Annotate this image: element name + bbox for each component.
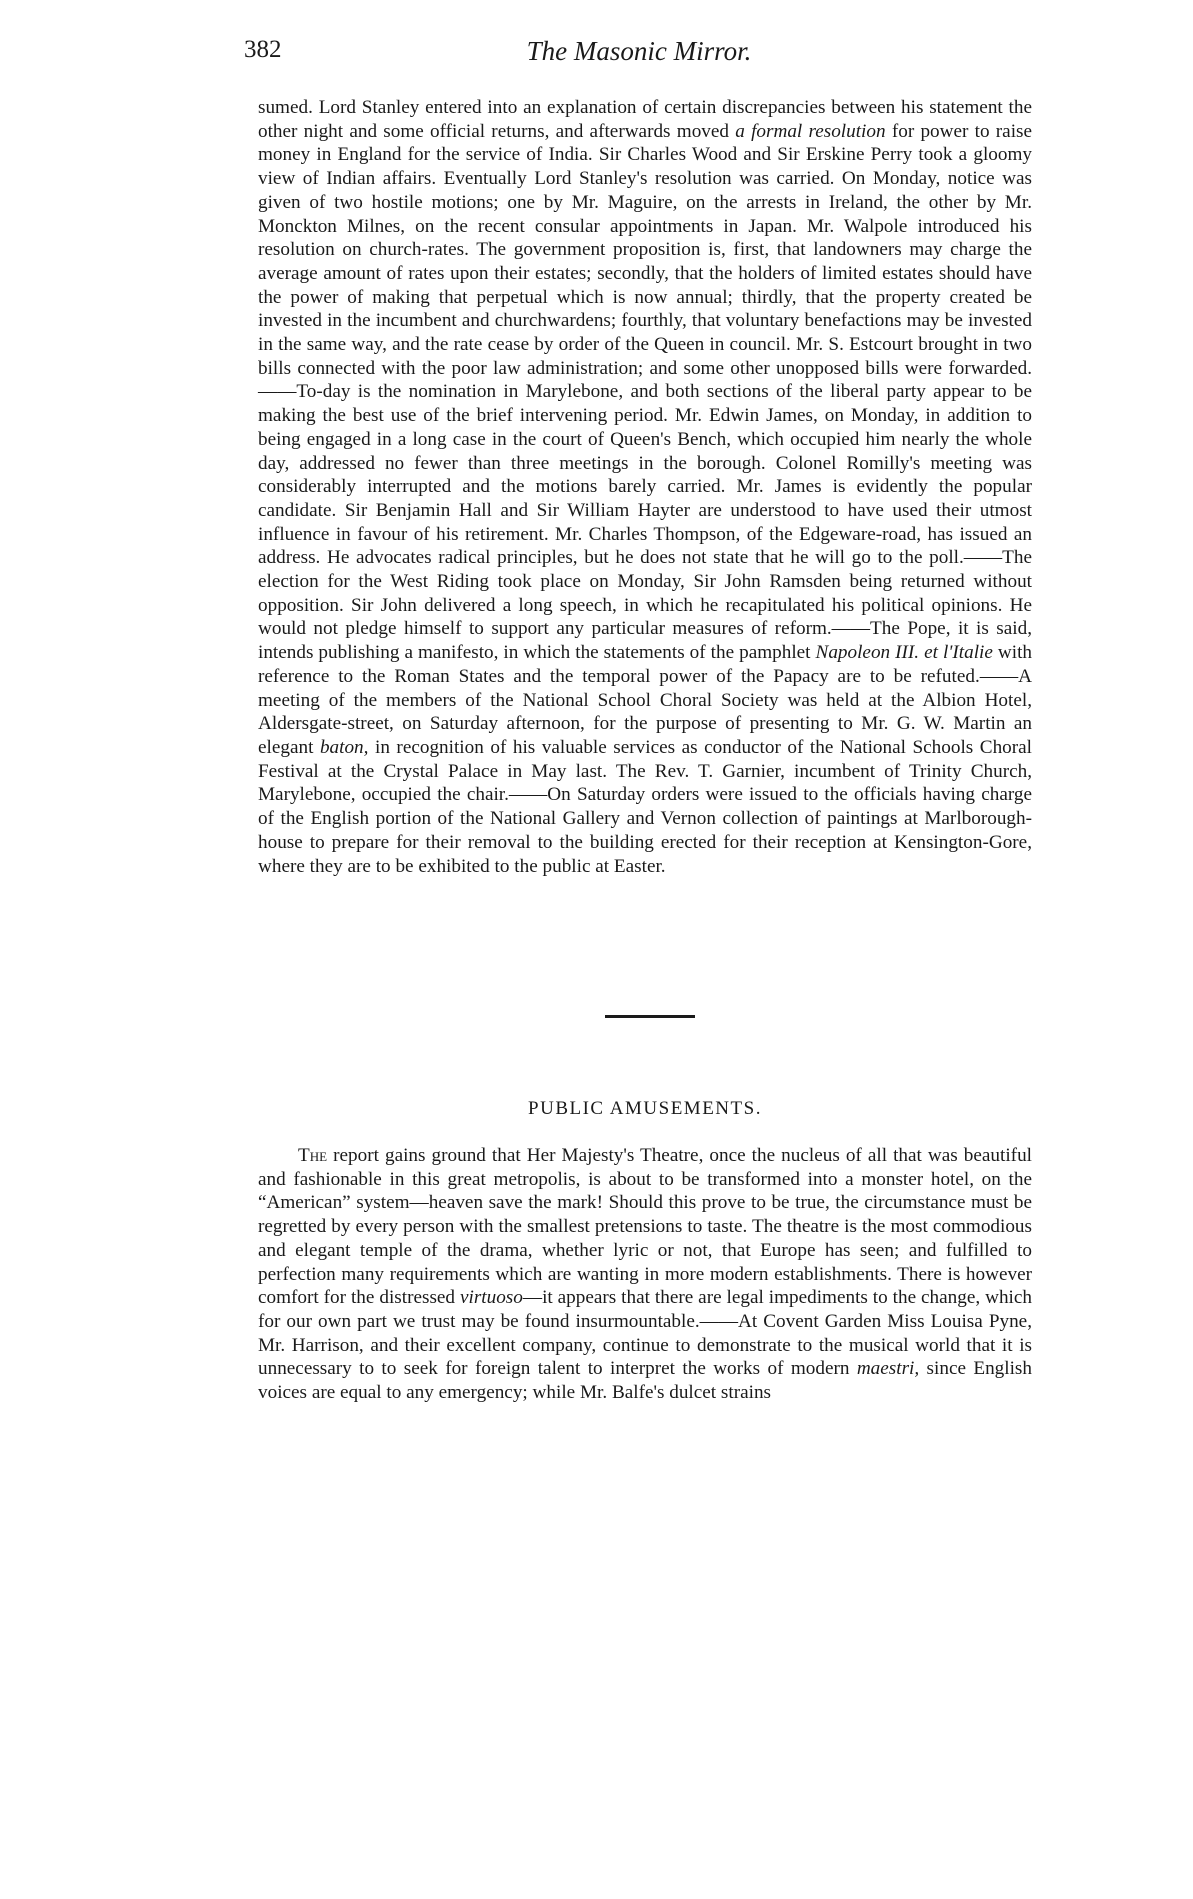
text-run: —it appears that there are legal impediments to the change, which for our own part we trust may be found insurmountable.——At Covent Garden Miss Louisa Pyne, Mr. Harrison, and their excellent company, continue to demonstrate to the musical world that it is unnecessary to to seek for foreign talent to interpret the works of modern xyxy=(258,1287,1032,1380)
text-run-italic: maestri, xyxy=(856,1358,920,1380)
article-parliamentary-news xyxy=(258,96,1032,878)
text-run-italic: a formal resolution xyxy=(735,120,886,142)
page-header xyxy=(244,36,1034,76)
text-run: for power to raise money in England for the service of India. Sir Charles Wood and Sir Erskine Perry took a gloomy view of Indian affairs. Eventually Lord Stanley's resolution was carried. On Monday, notice was given of two hostile motions; one by Mr. Maguire, on the arrests in Ireland, the other by Mr. Monckton Milnes, on the recent consular appointments in Japan. Mr. Walpole introduced his resolution on church-rates. The government proposition is, first, that landowners may charge the average amount of rates upon their estates; secondly, that the holders of limited estates should have the power of making that perpetual which is now annual; thirdly, that the property created be invested in the incumbent and churchwardens; fourthly, that voluntary benefactions may be invested in the same way, and the rate cease by order of the Queen in council. Mr. S. Estcourt brought in two bills connected with the poor law administration; and some other unopposed bills were forwarded.——To-day is the nomination in Marylebone, and both sections of the liberal party appear to be making the best use of the brief intervening period. Mr. Edwin James, on Monday, in addition to being engaged in a long case in the court of Queen's Bench, which occupied him nearly the whole day, addressed no fewer than three meetings in the borough. Colonel Romilly's meeting was considerably interrupted and the motions barely carried. Mr. James is evidently the popular candidate. Sir Benjamin Hall and Sir William Hayter are understood to have used their utmost influence in favour of his retirement. Mr. Charles Thompson, of the Edgeware-road, has issued an address. He advocates radical principles, but he does not state that he will go to the poll.——The election for the West Riding took place on Monday, Sir John Ramsden being returned without opposition. Sir John delivered a long speech, in which he recapitulated his political opinions. He would not pledge himself to support any particular measures of reform.——The Pope, it is said, intends publishing a manifesto, in which the statements of the pamphlet xyxy=(258,120,1033,664)
text-run-italic: Napoleon III. et l'Italie xyxy=(815,642,993,664)
text-run: sumed. Lord Stanley entered into an explanation of certain discrepancies between his statement the other night and some official returns, and afterwards moved xyxy=(258,97,1032,142)
paragraph xyxy=(258,96,1032,878)
text-run: report gains ground that Her Majesty's Theatre, once the nucleus of all that was beautiful and fashionable in this great metropolis, is about to be transformed into a monster hotel, on the “American” system—heaven save the mark! Should this prove to be true, the circumstance must be regretted by every person with the smallest pretensions to taste. The theatre is the most commodious and elegant temple of the drama, whether lyric or not, that Europe has seen; and fulfilled to perfection many requirements which are wanting in more modern establishments. There is however comfort for the distressed xyxy=(258,1145,1032,1309)
article-public-amusements xyxy=(258,1144,1032,1405)
text-run: since English voices are equal to any emergency; while Mr. Balfe's dulcet strains xyxy=(258,1358,1032,1404)
section-heading: PUBLIC AMUSEMENTS. xyxy=(528,1098,762,1119)
text-run-italic: virtuoso xyxy=(459,1287,523,1309)
section-divider xyxy=(605,1015,695,1018)
opening-word: The xyxy=(298,1145,328,1166)
paragraph xyxy=(258,1144,1032,1405)
page-number: 382 xyxy=(244,36,282,63)
text-run-italic: baton, xyxy=(319,736,369,758)
text-run: in recognition of his valuable services as conductor of the National Schools Choral Festival at the Crystal Palace in May last. The Rev. T. Garnier, incumbent of Trinity Church, Marylebone, occupied the chair.——On Saturday orders were issued to the officials having charge of the English portion of the National Gallery and Vernon collection of paintings at Marlborough-house to prepare for their removal to the building erected for their reception at Kensington-Gore, where they are to be exhibited to the public at Easter. xyxy=(258,736,1032,877)
text-run: with reference to the Roman States and the temporal power of the Papacy are to be refuted.——A meeting of the members of the National School Choral Society was held at the Albion Hotel, Aldersgate-street, on Saturday afternoon, for the purpose of presenting to Mr. G. W. Martin an elegant xyxy=(258,642,1032,758)
running-title: The Masonic Mirror. xyxy=(526,36,752,66)
